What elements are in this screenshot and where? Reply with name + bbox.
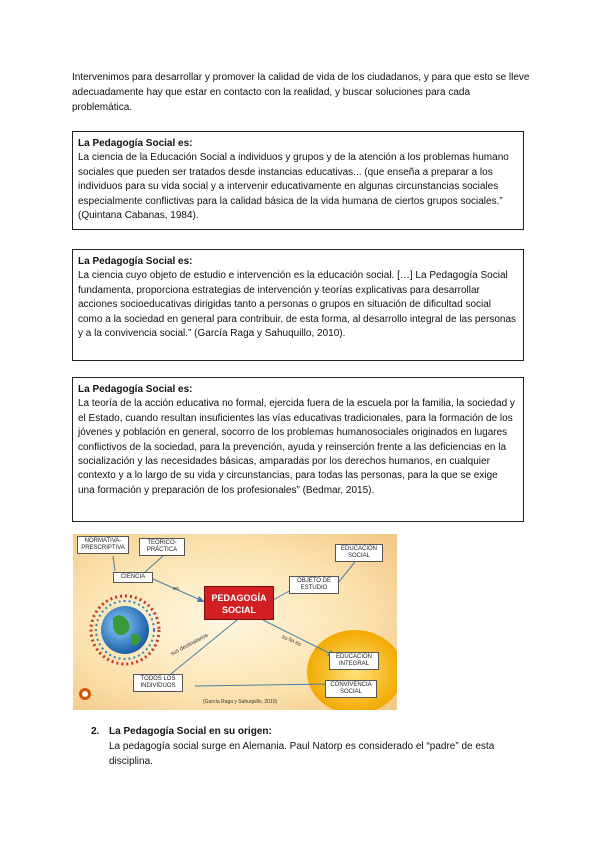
diagram-credit: (García Raga y Sahuquillo, 2010) xyxy=(203,699,278,705)
label-educacion-social: EDUCACIÓN SOCIAL xyxy=(335,544,383,562)
definition-heading: La Pedagogía Social es: xyxy=(78,138,193,149)
arrow-label-destinatarios: sus destinatarios xyxy=(170,632,210,658)
label-objeto: OBJETO DE ESTUDIO xyxy=(289,576,339,594)
definition-box-3 xyxy=(72,377,524,522)
label-ciencia: CIENCIA xyxy=(113,572,153,583)
intro-paragraph: Intervenimos para desarrollar y promover la calidad de vida de los ciudadanos, y para que esto se lleve adecuadamente hay que estar en contacto con la realidad, y buscar soluciones para cada problemática. xyxy=(72,72,530,113)
section-2 xyxy=(91,724,519,769)
definition-box-2 xyxy=(72,249,524,361)
concept-diagram xyxy=(73,534,397,710)
logo-icon xyxy=(79,688,91,700)
label-convivencia: CONVIVENCIA SOCIAL xyxy=(325,680,377,698)
arrow-label-es: es xyxy=(173,586,179,592)
label-teorico: TEÓRICO-PRÁCTICA xyxy=(139,538,185,556)
section-body: La pedagogía social surge en Alemania. Paul Natorp es considerado el “padre” de esta disciplina. xyxy=(109,741,495,767)
arrow-label-fin: su fin es xyxy=(280,634,302,648)
label-todos: TODOS LOS INDIVIDUOS xyxy=(133,674,183,692)
section-title: La Pedagogía Social en su origen: xyxy=(109,726,272,737)
definition-text: La ciencia cuyo objeto de estudio e intervención es la educación social. […] La Pedagogía Social fundamenta, proporciona estrategias de intervención y teorías explicativas para desarrollar acciones socioeducativas dirigidas tanto a personas o grupos en situación de dificultad social como a la sociedad en general para contribuir, de esta forma, al desarrollo integral de las personas y a la convivencia social.” (García Raga y Sahuquillo, 2010). xyxy=(78,270,517,340)
definition-heading: La Pedagogía Social es: xyxy=(78,384,193,395)
definition-text: La teoría de la acción educativa no formal, ejercida fuera de la escuela por la familia, la sociedad y el Estado, cuando resultan insuficientes las vías educativas tradicionales, para la formación de los jóvenes y población en general, socorro de los problemas humanosociales originados en lugares conflictivos de la sociedad, para la prevención, ayuda y reinserción frente a las deficiencias en la socialización y las necesidades básicas, amparadas por los derechos humanos, en cualquier contexto y a lo largo de su vida y circunstancias, para todas las personas, para la que se exige una formación y preparación de los profesionales” (Bedmar, 2015). xyxy=(78,398,515,496)
definition-heading: La Pedagogía Social es: xyxy=(78,256,193,267)
label-educacion-integral: EDUCACIÓN INTEGRAL xyxy=(329,652,379,670)
center-node: PEDAGOGÍA SOCIAL xyxy=(204,586,274,620)
label-normativa: NORMATIVA-PRESCRIPTIVA xyxy=(77,536,129,554)
definition-box-1 xyxy=(72,131,524,230)
definition-text: La ciencia de la Educación Social a individuos y grupos y de la atención a los problemas humano sociales que pueden ser tratados desde instancias educativas... (que enseña a preparar a los individuos para su vida social y a intervenir educativamente en algunas circunstancias sociales especialmente conflictivas para la calidad básica de la vida humana de ciertos grupos sociales.” (Quintana Cabanas, 1984). xyxy=(78,152,509,222)
section-number: 2. xyxy=(91,726,100,737)
